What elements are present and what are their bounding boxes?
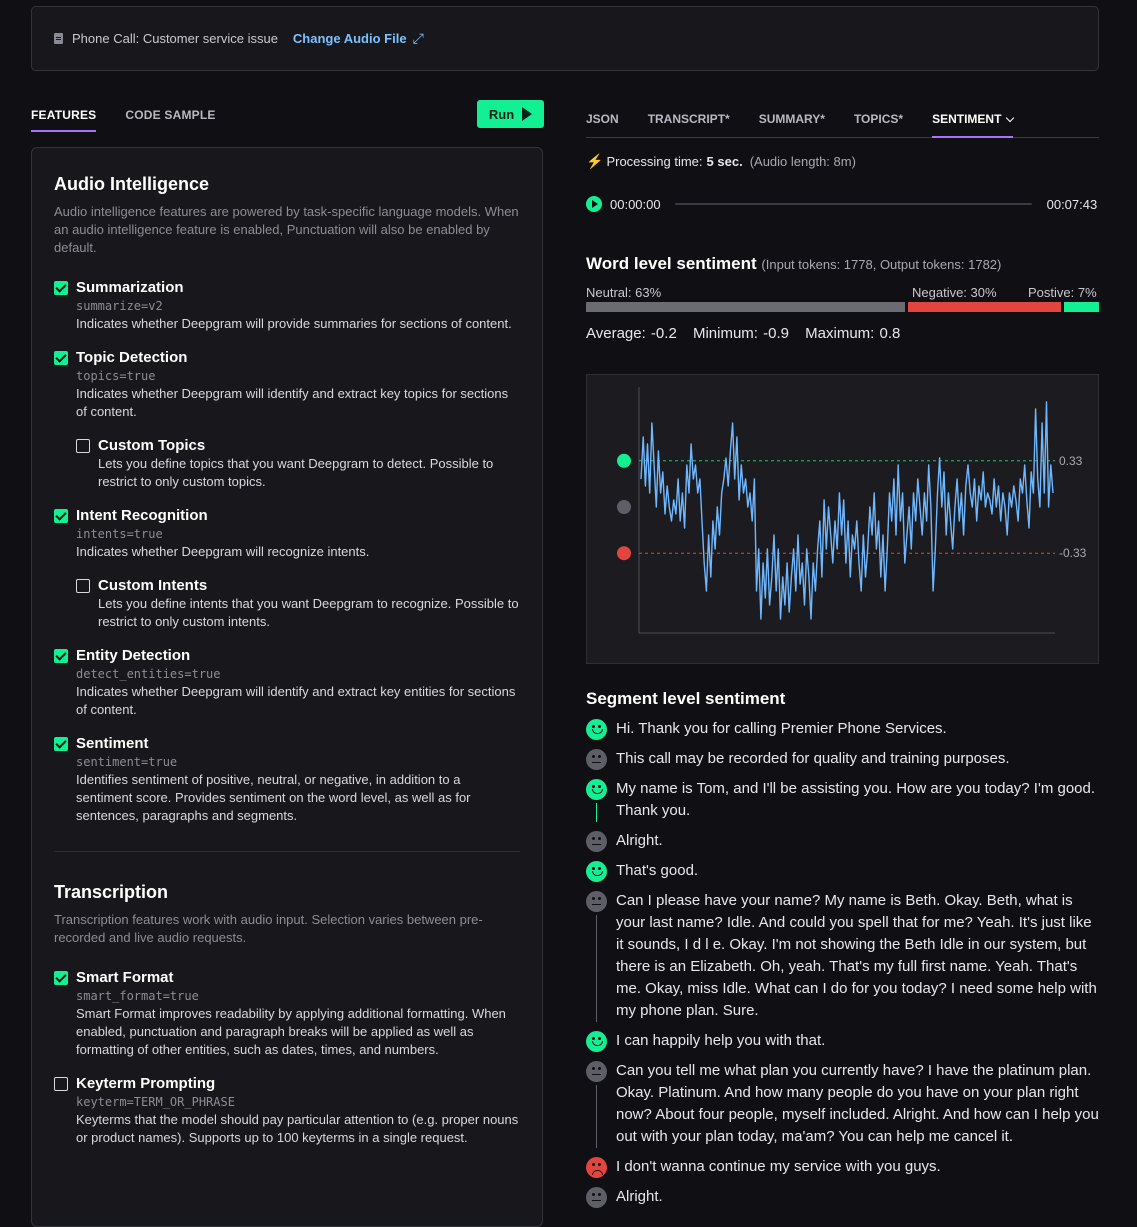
minimum-stat: Minimum: -0.9 xyxy=(692,325,789,342)
lightning-icon: ⚡ xyxy=(586,153,604,169)
feature-desc: Indicates whether Deepgram will recognize intents. xyxy=(76,544,370,559)
segment-item xyxy=(586,748,1099,770)
segment-item xyxy=(586,1030,1099,1052)
left-tabs xyxy=(31,108,245,132)
y-tick-label: -0.33 xyxy=(1059,546,1087,561)
feature-param: summarize=v2 xyxy=(76,299,163,313)
custom-topics-checkbox[interactable] xyxy=(76,439,90,453)
segment-item xyxy=(586,860,1099,882)
chevron-down-icon xyxy=(1006,114,1014,122)
segment-text: Alright. xyxy=(616,1188,663,1205)
negative-bar xyxy=(908,302,1060,312)
feature-param: sentiment=true xyxy=(76,755,178,769)
feature-desc: Smart Format improves readability by applying additional formatting. When enabled, punctuation and paragraph breaks will be applied as well as formatting of other entities, such as dates, times, and numbers. xyxy=(76,1006,506,1057)
segment-item xyxy=(586,1156,1099,1178)
custom-intents-checkbox[interactable] xyxy=(76,579,90,593)
features-panel xyxy=(31,147,543,1227)
run-label: Run xyxy=(488,106,515,122)
neutral-bar xyxy=(586,302,905,312)
tab-sentiment-label: SENTIMENT xyxy=(932,112,1002,126)
smile-face-icon xyxy=(586,861,607,882)
file-icon xyxy=(54,33,63,44)
segment-sentiment-title: Segment level sentiment xyxy=(586,689,786,708)
segment-text: Can I please have your name? My name is Beth. Okay. Beth, what is your last name? Idle. And could you spell that for me? Yeah. It's just like it sounds, I d l e. Okay. I'm not showing the Beth Idle in our system, but there is an Elizabeth. Oh, yeah. That's my full first name. Yeah. That's me. Okay, miss Idle. What can I do for you today? I need some help with my phone plan. Sure. xyxy=(616,892,1097,1019)
segment-item xyxy=(586,718,1099,740)
tab-json[interactable]: JSON xyxy=(586,112,619,126)
segment-text: I can happily help you with that. xyxy=(616,1032,826,1049)
tab-transcript[interactable]: TRANSCRIPT* xyxy=(647,112,730,126)
audio-file-bar xyxy=(31,6,1099,71)
positive-label: Postive: 7% xyxy=(1028,285,1097,300)
feature-name: Summarization xyxy=(76,279,184,296)
feature-sentiment[interactable] xyxy=(54,735,520,825)
feature-desc: Lets you define intents that you want Deepgram to recognize. Possible to restrict to only custom intents. xyxy=(98,596,519,629)
playback-scrubber[interactable] xyxy=(675,203,1032,205)
segment-text: Hi. Thank you for calling Premier Phone Services. xyxy=(616,720,947,737)
neutral-face-icon xyxy=(586,1061,607,1082)
neutral-face-icon xyxy=(586,749,607,770)
average-stat: Average: -0.2 xyxy=(586,325,677,342)
segment-text: My name is Tom, and I'll be assisting you. How are you today? I'm good. Thank you. xyxy=(616,780,1096,819)
processing-info xyxy=(586,153,856,170)
feature-param: topics=true xyxy=(76,369,156,383)
y-tick-label: 0.33 xyxy=(1059,453,1083,468)
transcription-desc: Transcription features work with audio input. Selection varies between pre-recorded and live audio requests. xyxy=(54,912,483,945)
word-sentiment-heading: Word level sentiment xyxy=(586,254,757,273)
feature-intent-recognition[interactable] xyxy=(54,507,520,561)
positive-bar xyxy=(1064,302,1099,312)
processing-label: Processing time: xyxy=(606,154,703,169)
neutral-label: Neutral: 63% xyxy=(586,285,662,300)
smile-face-icon xyxy=(586,779,607,800)
expand-icon[interactable]: ⤢ xyxy=(412,30,424,46)
sentiment-stats xyxy=(586,325,911,342)
keyterm-prompting-checkbox[interactable] xyxy=(54,1077,68,1091)
feature-desc: Identifies sentiment of positive, neutral, or negative, in addition to a sentiment score. Provides sentiment on the word level, as well as for sentences, paragraphs and segments. xyxy=(76,772,471,823)
feature-desc: Keyterms that the model should pay particular attention to (e.g. proper nouns or product names). Supports up to 100 keyterms in a single request. xyxy=(76,1112,519,1145)
smile-face-icon xyxy=(617,454,631,468)
audio-intelligence-desc: Audio intelligence features are powered by task-specific language models. When an audio intelligence feature is enabled, Punctuation will also be enabled by default. xyxy=(54,204,519,255)
negative-label: Negative: 30% xyxy=(912,285,997,300)
feature-desc: Lets you define topics that you want Deepgram to detect. Possible to restrict to only custom topics. xyxy=(98,456,494,489)
segment-text: Can you tell me what plan you currently have? I have the platinum plan. Okay. Platinum. And how many people do you have on your plan right now? About four people, myself included. Alright. And how can I help you out with your plan today, ma'am? You can help me cancel it. xyxy=(616,1062,1099,1145)
audio-intelligence-title: Audio Intelligence xyxy=(54,174,210,194)
transcription-title: Transcription xyxy=(54,882,169,902)
sentiment-checkbox[interactable] xyxy=(54,737,68,751)
feature-custom-intents[interactable] xyxy=(76,577,520,631)
segment-thread-line xyxy=(596,1085,597,1148)
feature-name: Keyterm Prompting xyxy=(76,1075,216,1092)
neutral-face-icon xyxy=(586,891,607,912)
result-tabs xyxy=(586,112,1099,138)
feature-name: Smart Format xyxy=(76,969,174,986)
tab-features[interactable]: FEATURES xyxy=(31,108,96,132)
call-title: Phone Call: Customer service issue xyxy=(72,31,278,46)
tab-summary[interactable]: SUMMARY* xyxy=(758,112,825,126)
change-audio-file-link[interactable]: Change Audio File xyxy=(292,31,407,46)
word-sentiment-title xyxy=(586,254,1001,274)
play-icon[interactable] xyxy=(586,196,602,212)
feature-param: intents=true xyxy=(76,527,163,541)
feature-name: Entity Detection xyxy=(76,647,191,664)
section-divider xyxy=(54,851,520,852)
intent-recognition-checkbox[interactable] xyxy=(54,509,68,523)
segment-item xyxy=(586,830,1099,852)
segment-text: Alright. xyxy=(616,832,663,849)
segment-text: I don't wanna continue my service with you guys. xyxy=(616,1158,941,1175)
feature-custom-topics[interactable] xyxy=(76,437,520,491)
total-time: 00:07:43 xyxy=(1046,196,1098,212)
tab-topics[interactable]: TOPICS* xyxy=(853,112,904,126)
feature-name: Intent Recognition xyxy=(76,507,208,524)
play-icon xyxy=(522,107,532,121)
feature-param: keyterm=TERM_OR_PHRASE xyxy=(76,1095,235,1109)
segment-thread-line xyxy=(596,803,597,822)
sentiment-chart xyxy=(586,374,1099,664)
segment-thread-line xyxy=(596,915,597,1022)
feature-smart-format[interactable] xyxy=(54,969,520,1059)
feature-name: Topic Detection xyxy=(76,349,188,366)
sentiment-series-line xyxy=(641,402,1053,619)
feature-desc: Indicates whether Deepgram will provide summaries for sections of content. xyxy=(76,316,512,331)
segment-list xyxy=(586,718,1099,1216)
summarization-checkbox[interactable] xyxy=(54,281,68,295)
segment-text: That's good. xyxy=(616,862,699,879)
sentiment-chart-svg xyxy=(587,375,1100,665)
neutral-face-icon xyxy=(617,500,631,514)
entity-detection-checkbox[interactable] xyxy=(54,649,68,663)
token-counts: (Input tokens: 1778, Output tokens: 1782) xyxy=(761,257,1002,272)
frown-face-icon xyxy=(586,1157,607,1178)
neutral-face-icon xyxy=(586,831,607,852)
feature-summarization[interactable] xyxy=(54,279,520,333)
tab-sentiment[interactable] xyxy=(932,112,1013,138)
tab-code-sample[interactable]: CODE SAMPLE xyxy=(125,108,216,122)
feature-param: detect_entities=true xyxy=(76,667,221,681)
run-button[interactable] xyxy=(477,100,544,128)
segment-text: This call may be recorded for quality and training purposes. xyxy=(616,750,1010,767)
smile-face-icon xyxy=(586,1031,607,1052)
smile-face-icon xyxy=(586,719,607,740)
topic-detection-checkbox[interactable] xyxy=(54,351,68,365)
frown-face-icon xyxy=(617,546,631,560)
feature-desc: Indicates whether Deepgram will identify and extract key entities for sections of content. xyxy=(76,684,516,717)
feature-entity-detection[interactable] xyxy=(54,647,520,719)
processing-time: 5 sec. xyxy=(706,154,743,169)
feature-topic-detection[interactable] xyxy=(54,349,520,421)
audio-length: (Audio length: 8m) xyxy=(749,154,856,169)
segment-item xyxy=(586,1186,1099,1208)
feature-desc: Indicates whether Deepgram will identify and extract key topics for sections of content. xyxy=(76,386,509,419)
smart-format-checkbox[interactable] xyxy=(54,971,68,985)
maximum-stat: Maximum: 0.8 xyxy=(805,325,901,342)
segment-item xyxy=(586,890,1099,1022)
segment-item xyxy=(586,1060,1099,1148)
feature-name: Sentiment xyxy=(76,735,149,752)
feature-name: Custom Topics xyxy=(98,437,206,454)
audio-player xyxy=(586,194,1099,214)
feature-param: smart_format=true xyxy=(76,989,199,1003)
segment-item xyxy=(586,778,1099,822)
current-time: 00:00:00 xyxy=(610,196,661,212)
feature-name: Custom Intents xyxy=(98,577,208,594)
feature-keyterm-prompting[interactable] xyxy=(54,1075,520,1147)
neutral-face-icon xyxy=(586,1187,607,1208)
